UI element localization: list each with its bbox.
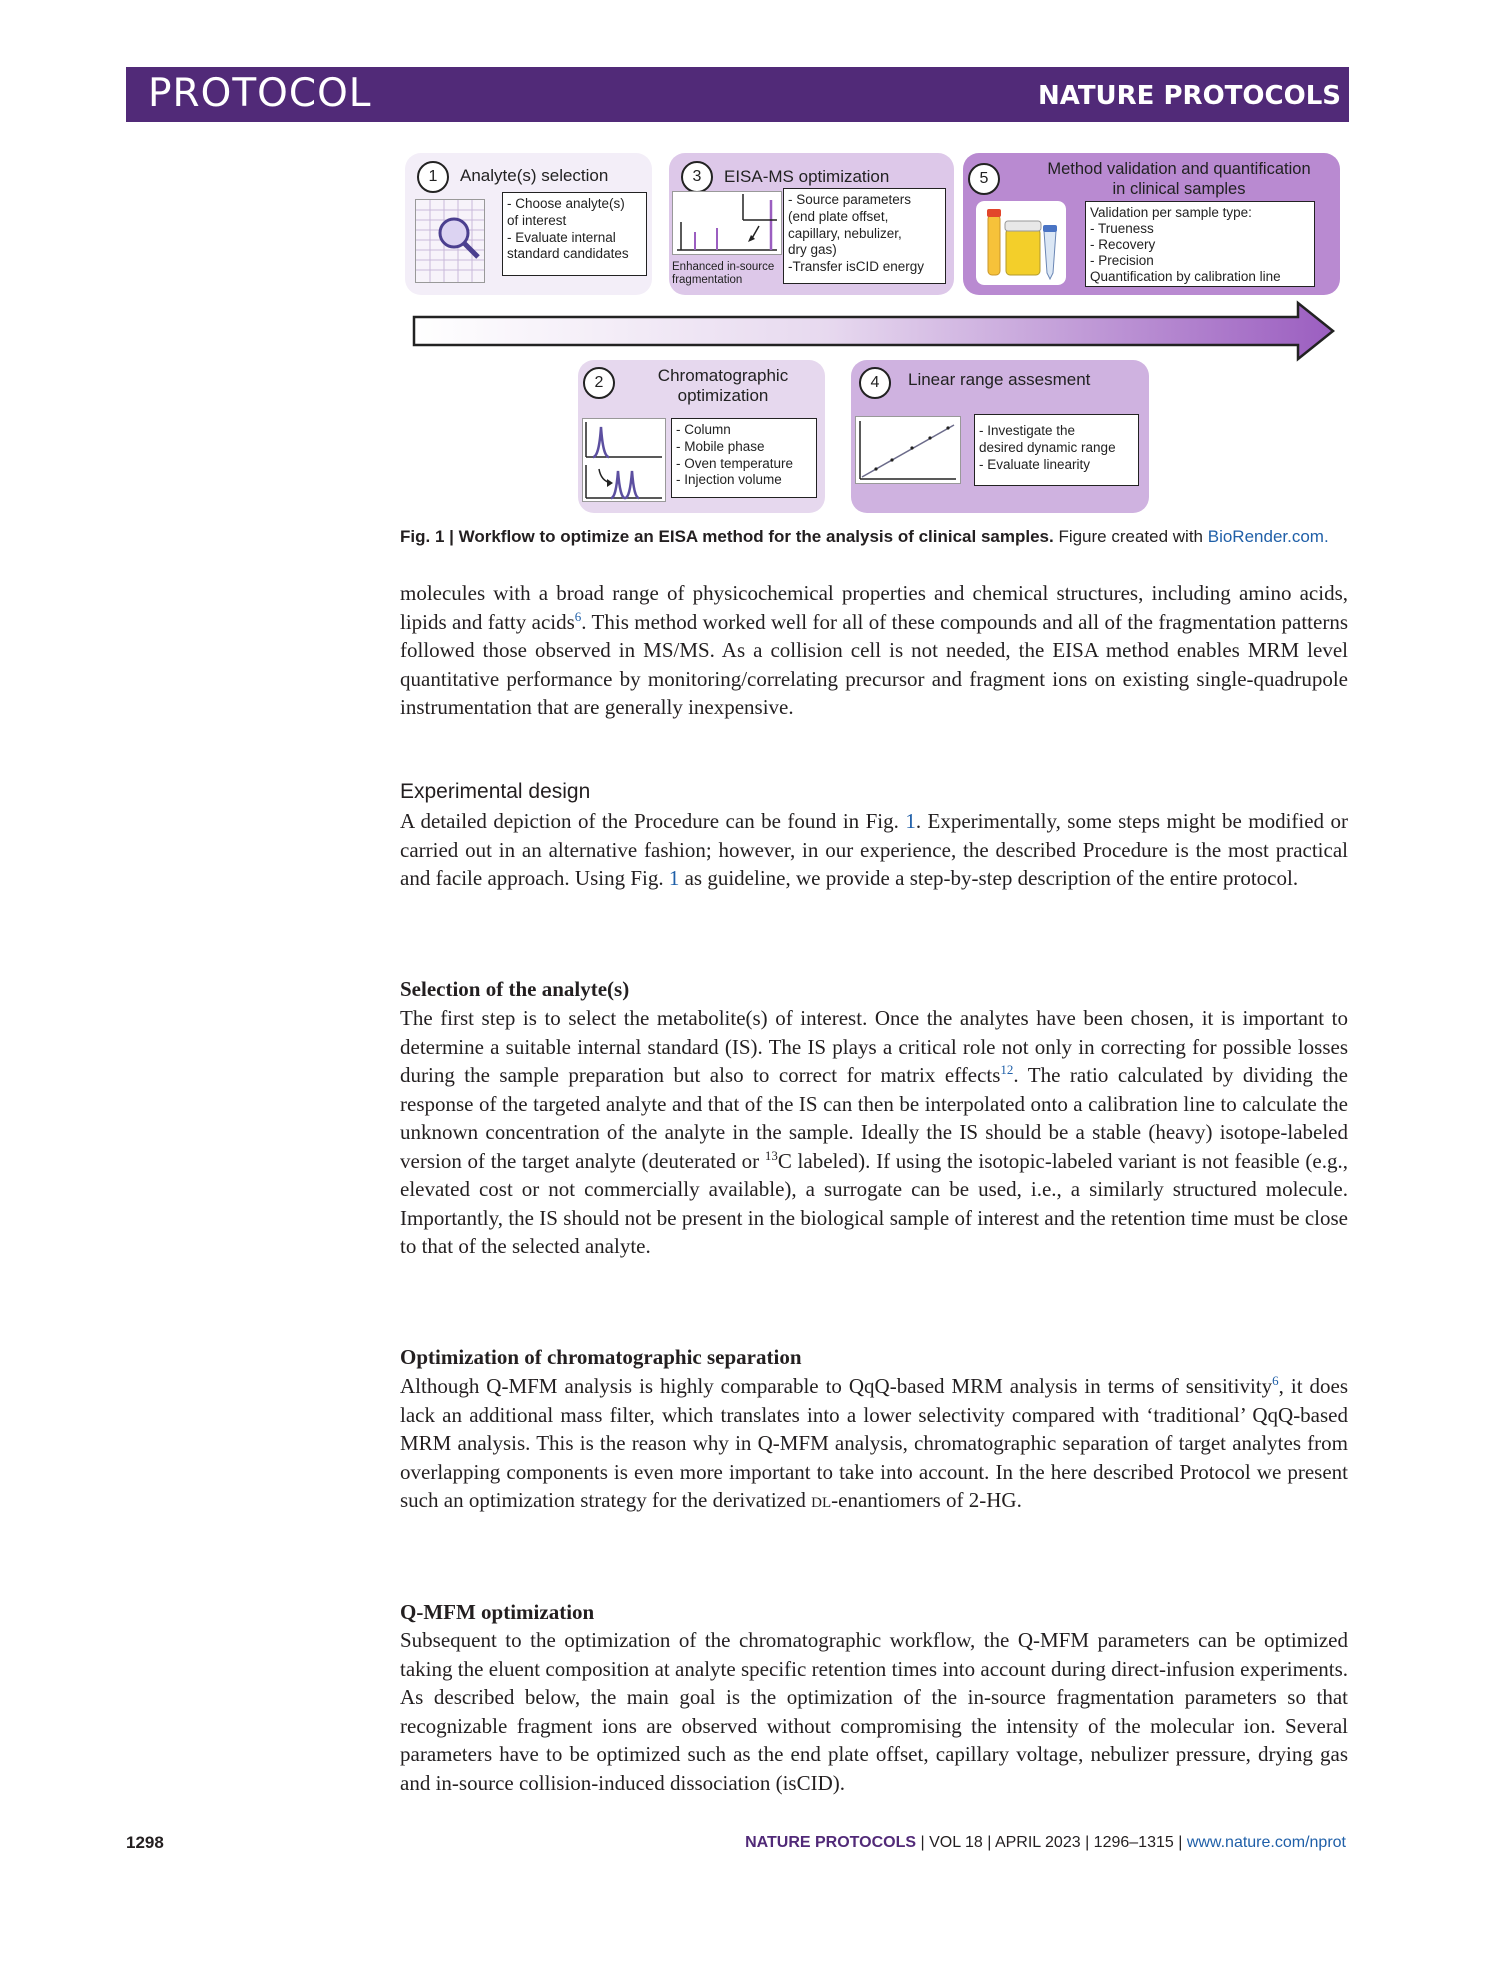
text-span: . The ratio calculated by dividing the response of the targeted analyte and that of the IS can then be interpolated onto a calibration line to calculate the unknown concentration of the analyte in the sample. Ideally the IS should be a stable (heavy) isotope-labeled version of the target analyte (deuterated or [400,1063,1348,1173]
step-1-number: 1 [417,161,449,193]
list-item: - Oven temperature [676,455,794,471]
intro-paragraph [400,579,1348,722]
step-1-panel [405,153,652,295]
reference-link[interactable]: 12 [1000,1062,1014,1077]
page-number: 1298 [126,1833,164,1852]
list-item: (end plate offset, [788,208,889,224]
step-3-number: 3 [681,161,713,193]
separator: | [1080,1834,1094,1851]
text-span: molecules with a broad range of physicochemical properties and chemical structures, including amino acids, lipids and fatty acids [400,581,1348,634]
step-2-panel [578,360,825,513]
chromatographic-heading: Optimization of chromatographic separation [400,1345,802,1369]
text-span: C labeled). If using the isotopic-labeled variant is not feasible (e.g., elevated cost or not commercially available), a surrogate can be used, i.e., a similarly structured molecule. Importantly, the IS should not be present in the biological sample of interest and the retention time must be close to that of the selected analyte. [400,1148,1348,1258]
caption-end: . [1323,527,1329,546]
experimental-design-paragraph [400,807,1348,893]
footer-pages: 1296–1315 [1093,1834,1174,1851]
list-item: dry gas) [788,242,837,258]
step-3-panel [669,153,954,295]
list-item: - Investigate the [979,423,1076,438]
qmfm-heading: Q-MFM optimization [400,1600,595,1624]
step-2-list [671,418,817,498]
journal-title: NATURE PROTOCOLS [1037,81,1341,111]
footer-url-link[interactable]: www.nature.com/nprot [1186,1834,1346,1851]
thumb-label-line: fragmentation [672,274,743,286]
text-span: The first step is to select the metabolite(s) of interest. Once the analytes have been chosen, it is important to determine a suitable internal standard (IS). The IS plays a critical role not only in correcting for possible losses during the sample preparation but also to correct for matrix effects [400,1006,1348,1087]
step-3-list [783,188,946,284]
qmfm-paragraph: Subsequent to the optimization of the chromatographic workflow, the Q-MFM parameters can be optimized taking the eluent composition at analyte specific retention times into account during direct-infusion experiments. As described below, the main goal is the optimization of the in-source fragmentation parameters so that recognizable fragment ions are observed without compromising the intensity of the molecular ion. Several parameters have to be optimized such as the end plate offset, capillary voltage, nebulizer pressure, drying gas and in-source collision-induced dissociation (isCID). [400,1628,1348,1795]
chromatogram-icon [582,418,666,502]
title-line: in clinical samples [1112,180,1246,198]
title-line: Method validation and quantification [1047,160,1311,178]
section-label: PROTOCOL [148,71,372,116]
list-item: Quantification by calibration line [1090,269,1281,284]
list-item: - Column [676,422,731,437]
list-item: - Evaluate internal [507,229,616,245]
sample-tubes-icon [976,201,1066,285]
list-item: - Injection volume [676,472,782,488]
reference-link[interactable]: 6 [574,608,582,624]
list-item: - Precision [1090,253,1154,268]
step-2-number: 2 [583,367,615,399]
text-span: , it does lack an additional mass filter, which translates into a lower selectivity compared with ‘traditional’ QqQ-based MRM analysis. This is the reason why in Q-MFM analysis, chromatographic separation of target analytes from overlapping components is even more important to take into account. In the here described Protocol we present such an optimization strategy for the derivatized [400,1374,1348,1512]
step-4-title: Linear range assesment [908,370,1091,389]
step-3-title: EISA-MS optimization [724,167,890,186]
figure-link[interactable]: 1 [905,809,916,833]
list-item: - Mobile phase [676,438,765,454]
list-item: capillary, nebulizer, [788,225,902,241]
title-line: optimization [677,386,769,405]
footer-volume: VOL 18 [929,1834,983,1851]
step-5-list [1085,201,1315,287]
chromatographic-paragraph [400,1372,1348,1515]
caption-label: Fig. 1 | Workflow to optimize an EISA method for the analysis of clinical samples. [400,527,1054,546]
step-4-number: 4 [859,367,891,399]
text-span: -enantiomers of 2-HG. [831,1488,1022,1512]
list-item: Validation per sample type: [1090,205,1252,220]
separator: | [982,1834,995,1851]
step-3-thumb-label [672,261,774,287]
footer-journal-name: NATURE PROTOCOLS [745,1834,917,1851]
list-item: - Evaluate linearity [979,456,1091,472]
enantiomer-prefix: dl [811,1488,832,1512]
step-1-title: Analyte(s) selection [460,166,609,185]
list-item: desired dynamic range [979,439,1116,455]
text-span: . This method worked well for all of these compounds and all of the fragmentation patterns followed those observed in MS/MS. As a collision cell is not needed, the EISA method enables MRM level quantitative performance by monitoring/correlating precursor and fragment ions on existing single-quadrupole instrumentation that are generally inexpensive. [400,609,1348,719]
text-span: . Experimentally, some steps might be modified or carried out in an alternative fashion; however, in our experience, the described Procedure is the most practical and facile approach. Using Fig. [400,809,1348,890]
workflow-arrow [405,300,1340,362]
title-line: Chromatographic [657,366,789,385]
list-item: - Trueness [1090,221,1154,236]
step-5-panel [963,153,1340,295]
reference-link[interactable]: 6 [1272,1373,1279,1388]
figure-link[interactable]: 1 [668,866,680,890]
mass-spectrum-icon [672,191,782,255]
separator: | [1173,1834,1187,1851]
step-2-title [633,366,813,406]
separator: | [916,1834,930,1851]
experimental-design-heading: Experimental design [400,780,591,803]
caption-text: Figure created with [1053,527,1208,546]
text-span: Although Q-MFM analysis is highly comparable to QqQ-based MRM analysis in terms of sensitivity [400,1374,1273,1398]
list-item: - Source parameters [788,192,912,207]
thumb-label-line: Enhanced in-source [672,261,775,273]
step-1-list [502,192,647,276]
text-span: A detailed depiction of the Procedure can be found in Fig. [400,809,906,833]
list-item: - Recovery [1090,237,1156,252]
list-item: - Choose analyte(s) [507,196,625,211]
selection-paragraph [400,1004,1348,1261]
isotope-superscript: 13 [764,1147,778,1163]
step-5-number: 5 [968,163,1000,195]
list-item: of interest [507,212,567,228]
list-item: standard candidates [507,246,629,262]
footer-date: APRIL 2023 [994,1834,1081,1851]
step-4-panel [851,360,1149,513]
biorender-link[interactable]: BioRender.com [1207,527,1324,546]
workflow-figure [405,150,1340,515]
footer-citation [745,1834,1346,1852]
step-4-list [974,414,1139,486]
figure-caption [400,527,1329,547]
text-span: as guideline, we provide a step-by-step description of the entire protocol. [679,866,1299,890]
list-item: -Transfer isCID energy [788,259,925,275]
calibration-line-icon [855,416,961,484]
selection-heading: Selection of the analyte(s) [400,977,630,1001]
step-5-title [1023,159,1335,199]
spreadsheet-magnifier-icon [415,199,485,283]
